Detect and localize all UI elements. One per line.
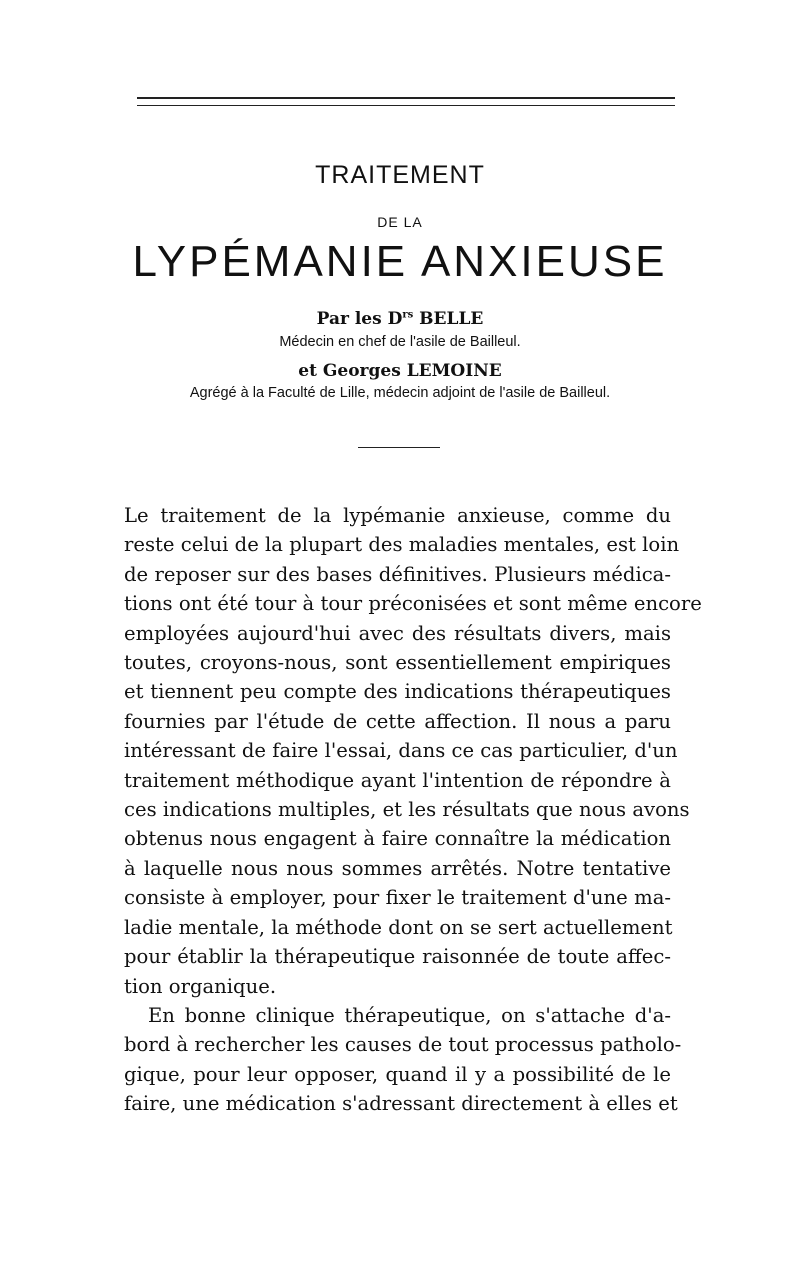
author-1 xyxy=(0,309,800,329)
author-1-sup: rs xyxy=(402,309,414,321)
body-line: à laquelle nous nous sommes arrêtés. Notre tentative xyxy=(124,856,671,880)
body-text xyxy=(124,501,702,1119)
title-main: LYPÉMANIE ANXIEUSE xyxy=(132,237,668,286)
body-line: et tiennent peu compte des indications thérapeutiques xyxy=(124,680,671,704)
author-2: et Georges LEMOINE xyxy=(298,361,502,381)
body-line: tions ont été tour à tour préconisées et sont même encore xyxy=(124,592,702,616)
title-line-2: DE LA xyxy=(377,214,423,230)
author-1-name: BELLE xyxy=(413,309,484,329)
body-line: ces indications multiples, et les résultats que nous avons xyxy=(124,798,690,822)
body-line: consiste à employer, pour fixer le traitement d'une ma- xyxy=(124,886,671,910)
body-line: traitement méthodique ayant l'intention de répondre à xyxy=(124,768,671,792)
body-line: pour établir la thérapeutique raisonnée de toute affec- xyxy=(124,945,671,969)
body-line: En bonne clinique thérapeutique, on s'attache d'a- xyxy=(148,1003,671,1027)
top-double-rule xyxy=(137,97,675,106)
body-line: obtenus nous engagent à faire connaître la médication xyxy=(124,827,671,851)
author-2-affiliation: Agrégé à la Faculté de Lille, médecin adjoint de l'asile de Bailleul. xyxy=(189,385,611,401)
section-divider xyxy=(358,447,440,448)
title-line-1: TRAITEMENT xyxy=(315,161,485,189)
body-line: gique, pour leur opposer, quand il y a possibilité de le xyxy=(124,1062,671,1086)
author-1-prefix: Par les D xyxy=(316,309,403,329)
body-line: employées aujourd'hui avec des résultats divers, mais xyxy=(124,621,671,645)
body-line: toutes, croyons-nous, sont essentiellement empiriques xyxy=(124,651,671,675)
body-line: bord à rechercher les causes de tout processus patholo- xyxy=(124,1033,682,1057)
body-line: intéressant de faire l'essai, dans ce cas particulier, d'un xyxy=(124,739,678,763)
body-line: tion organique. xyxy=(124,974,277,998)
author-1-affiliation: Médecin en chef de l'asile de Bailleul. xyxy=(279,334,521,350)
body-line: faire, une médication s'adressant directement à elles et xyxy=(124,1092,678,1116)
body-line: de reposer sur des bases définitives. Plusieurs médica- xyxy=(124,562,671,586)
body-line: fournies par l'étude de cette affection. Il nous a paru xyxy=(124,709,671,733)
body-line: Le traitement de la lypémanie anxieuse, comme du xyxy=(124,504,671,527)
body-line: reste celui de la plupart des maladies mentales, est loin xyxy=(124,533,680,557)
body-line: ladie mentale, la méthode dont on se sert actuellement xyxy=(124,915,673,939)
